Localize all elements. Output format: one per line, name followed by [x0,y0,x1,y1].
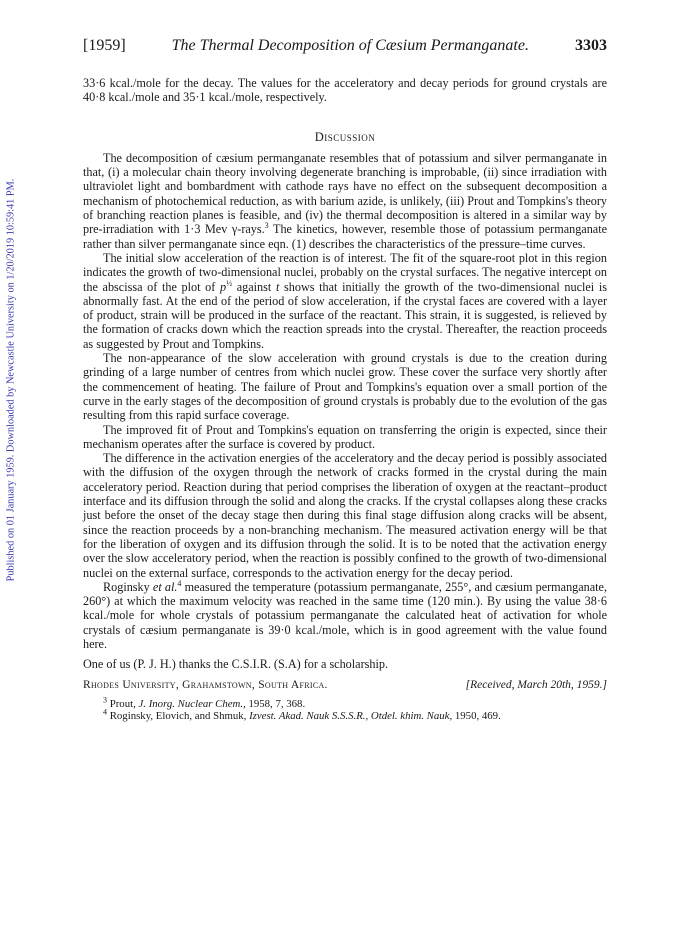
paragraph-text: The kinetics, however, resemble those of potassium permanganate rather than silver permanganate since eqn. (1) describes the characteristics of the pressure–time curves. [83,222,607,251]
reference-item [83,707,607,723]
discussion-paragraph-4: The improved fit of Prout and Tompkins's equation on transferring the origin is expected, since their mechanism operates after the surface is covered by product. [83,422,607,451]
article-body [83,76,607,723]
affiliation-line [83,678,607,692]
citation-ref: 4 [177,578,182,588]
acknowledgement: One of us (P. J. H.) thanks the C.S.I.R. (S.A) for a scholarship. [83,657,388,672]
paragraph-text: measured the temperature (potassium permanganate, 255°, and cæsium permanganate, 260°) at which the maximum velocity was reached in the same time (120 min.). By using the value 38·6 kcal./mole for whole crystals of potassium permanganate the calculated heat of activation for whole crystals of cæsium permanganate is 39·0 kcal./mole, which is in good agreement with the value found here. [83,579,608,651]
paragraph-text: The initial slow acceleration of the reaction is of interest. The fit of the square-root plot in this region indicates the growth of two-dimensional nuclei, probably on the crystal surfaces. The negative intercept on the abscissa of the plot of [83,250,607,294]
paragraph-text: shows that initially the growth of the two-dimensional nuclei is abnormally fast. At the end of the period of slow acceleration, if the crystal faces are covered with a layer of product, strain will be produced in the surface of the reactant. This strain, it is suggested, is relieved by the formation of cracks down which the reaction spreads into the crystal. Thereafter, the reaction proceeds as suggested by Prout and Tompkins. [83,279,607,351]
discussion-paragraph-6 [83,580,607,651]
exponent-half: ½ [226,278,233,288]
discussion-paragraph-2 [83,251,607,351]
section-heading-discussion: Discussion [314,129,376,144]
running-header [83,37,607,55]
received-date: [Received, March 20th, 1959.] [465,678,607,691]
intro-paragraph: 33·6 kcal./mole for the decay. The values for the acceleratory and decay periods for ground crystals are 40·8 kcal./mole and 35·1 kcal./mole, respectively. [83,76,607,105]
download-watermark-text: Published on 01 January 1959. Downloaded by Newcastle University on 1/20/2019 10:59:41 PM. [5,178,17,582]
reference-number: 4 [103,707,107,717]
reference-item [83,695,607,710]
download-watermark [2,150,20,610]
reference-journal: Izvest. Akad. Nauk S.S.S.R., Otdel. khim. Nauk [249,710,450,723]
et-al: et al. [152,579,178,594]
reference-number: 3 [103,695,107,705]
header-title: The Thermal Decomposition of Cæsium Permanganate. [171,37,529,54]
reference-authors: Prout, [109,697,139,710]
affiliation: Rhodes University, Grahamstown, South Africa. [83,678,328,691]
reference-journal: J. Inorg. Nuclear Chem. [138,697,244,710]
discussion-paragraph-3: The non-appearance of the slow acceleration with ground crystals is due to the creation during grinding of a large number of centres from which nuclei grow. These cover the surface very shortly after the commencement of heating. The failure of Prout and Tompkins's equation over a small portion of the curve in the early stages of the decomposition of ground crystals is probably due to the evolution of the gas resulting from this rapid surface coverage. [83,351,607,423]
symbol-p: p [220,279,227,294]
paragraph-text: Roginsky [103,579,153,594]
references [83,695,607,723]
reference-authors: Roginsky, Elovich, and Shmuk, [109,710,250,723]
discussion-paragraph-5: The difference in the activation energies of the acceleratory and the decay period is possibly associated with the diffusion of the oxygen through the network of cracks formed in the crystal during the main acceleratory period. Reaction during that period comprises the liberation of oxygen at the reactant–product interface and its diffusion through the solid and along the cracks. If the crystal collapses along these cracks just before the onset of the decay stage then during this final stage diffusion along cracks will be absent, since the reaction proceeds by a non-branching mechanism. The measured activation energy will be that for the liberation of oxygen and its diffusion through the solid. It is to be noted that the activation energy over the slow acceleratory period, when the reaction is possibly confined to the growth of two-dimensional nuclei on the external surface, corresponds to the activation energy for the decay period. [83,451,607,580]
symbol-t: t [275,279,280,294]
paragraph-text: The decomposition of cæsium permanganate resembles that of potassium and silver permanganate in that, (i) a molecular chain theory involving degenerate branching is improbable, (ii) since irradiation with ultraviolet light and bombardment with cathode rays have no effect on the subsequent decomposition a mechanism of photochemical reduction, as with barium azide, is unlikely, (iii) Prout and Tompkins's theory of branching reaction planes is feasible, and (iv) the thermal decomposition is altered in a similar way by pre-irradiation with 1·3 Mev γ-rays. [83,150,607,237]
header-year: [1959] [83,37,126,54]
citation-ref: 3 [264,221,269,231]
reference-details: , 1958, 7, 368. [243,697,306,710]
discussion-paragraph-1 [83,151,607,251]
page-number: 3303 [574,37,607,54]
paragraph-text: against [232,279,276,294]
reference-details: , 1950, 469. [449,710,501,723]
